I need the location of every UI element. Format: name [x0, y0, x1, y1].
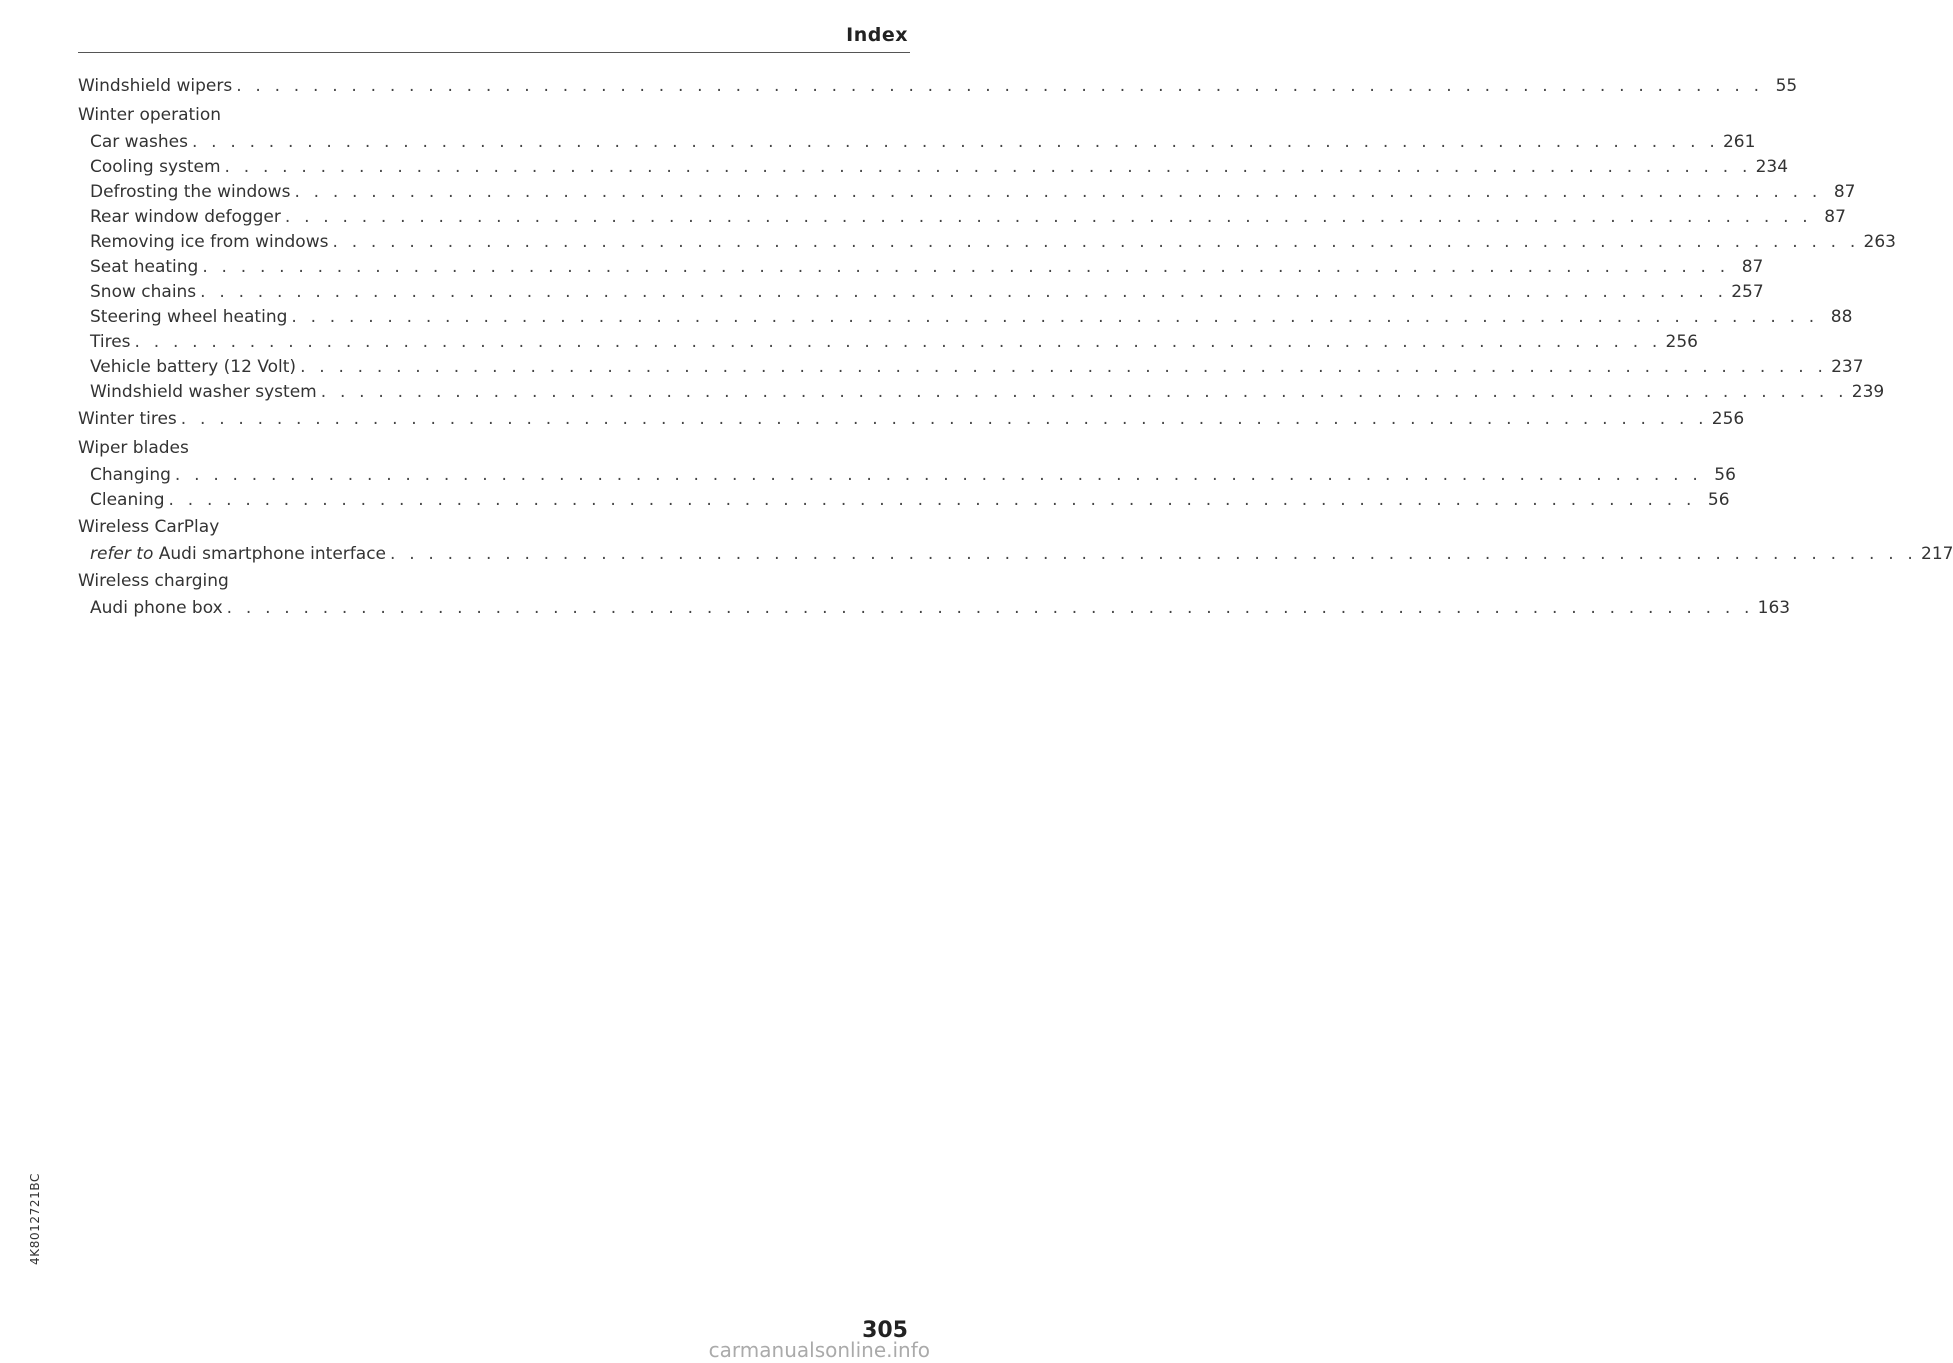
- entry-text: Rear window defogger: [90, 207, 281, 227]
- index-subentry: [78, 465, 1736, 490]
- entry-label: [90, 382, 317, 402]
- entry-page-link[interactable]: 239: [1851, 382, 1885, 402]
- index-entry: [78, 76, 1798, 103]
- index-subentry: [78, 332, 1698, 357]
- entry-label: [90, 332, 131, 352]
- entry-label: [90, 307, 287, 327]
- entry-label: [90, 157, 221, 177]
- entry-page-link[interactable]: 56: [1707, 490, 1730, 510]
- dot-leader: . . . . . . . . . . . . . . . . . . . . . . . . . . . . . . . . . . . . . . . . . . . . . . . . . . . . . . . . . . . . . . . . . . . . . . . . . . . . . . . .: [224, 157, 1752, 177]
- dot-leader: . . . . . . . . . . . . . . . . . . . . . . . . . . . . . . . . . . . . . . . . . . . . . . . . . . . . . . . . . . . . . . . . . . . . . . . . . . . . . . . .: [174, 465, 1702, 485]
- entry-text: Removing ice from windows: [90, 232, 329, 252]
- entry-page-link[interactable]: 257: [1731, 282, 1764, 302]
- entry-page-link[interactable]: 56: [1714, 465, 1736, 485]
- dot-leader: . . . . . . . . . . . . . . . . . . . . . . . . . . . . . . . . . . . . . . . . . . . . . . . . . . . . . . . . . . . . . . . . . . . . . . . . . . . . . . . .: [226, 598, 1754, 618]
- entry-label: [90, 544, 386, 564]
- entry-text: Winter tires: [78, 409, 177, 429]
- entry-text: Windshield washer system: [90, 382, 317, 402]
- index-subentry: [78, 207, 1846, 232]
- index-subentry: [78, 232, 1896, 257]
- entry-text: Winter operation: [78, 105, 222, 125]
- dot-leader: . . . . . . . . . . . . . . . . . . . . . . . . . . . . . . . . . . . . . . . . . . . . . . . . . . . . . . . . . . . . . . . . . . . . . . . . . . . . . . . .: [332, 232, 1860, 252]
- index-entry: [78, 105, 476, 132]
- entry-text: Vehicle battery (12 Volt): [90, 357, 297, 377]
- entry-text: Seat heating: [90, 257, 199, 277]
- entry-label: [78, 517, 219, 537]
- index-subentry: [78, 357, 1864, 382]
- entry-text: Audi phone box: [90, 598, 223, 618]
- entry-text: Windshield wipers: [78, 76, 233, 96]
- entry-page-link[interactable]: 217: [1921, 544, 1953, 564]
- entry-label: [78, 438, 189, 458]
- cross-reference: refer to: [90, 544, 154, 564]
- page-number: 305: [862, 1318, 908, 1343]
- index-subentry: [78, 157, 1789, 182]
- entry-page-link[interactable]: 256: [1711, 409, 1745, 429]
- index-list: [78, 76, 1953, 623]
- index-subentry: [78, 182, 1856, 207]
- entry-label: [90, 232, 328, 252]
- entry-page-link[interactable]: 87: [1741, 257, 1764, 277]
- header-rule: [78, 52, 910, 53]
- dot-leader: . . . . . . . . . . . . . . . . . . . . . . . . . . . . . . . . . . . . . . . . . . . . . . . . . . . . . . . . . . . . . . . . . . . . . . . . . . . . . . . .: [284, 207, 1812, 227]
- entry-label: [90, 598, 223, 618]
- entry-page-link[interactable]: 263: [1863, 232, 1896, 252]
- document-code: 4K8012721BC: [28, 1173, 42, 1265]
- dot-leader: . . . . . . . . . . . . . . . . . . . . . . . . . . . . . . . . . . . . . . . . . . . . . . . . . . . . . . . . . . . . . . . . . . . . . . . . . . . . . . . .: [202, 257, 1730, 277]
- entry-label: [78, 409, 177, 429]
- entry-text: Audi smartphone interface: [153, 544, 386, 564]
- entry-text: Cooling system: [90, 157, 221, 177]
- watermark: carmanualsonline.info: [708, 1338, 930, 1362]
- dot-leader: . . . . . . . . . . . . . . . . . . . . . . . . . . . . . . . . . . . . . . . . . . . . . . . . . . . . . . . . . . . . . . . . . . . . . . . . . . . . . . . .: [320, 382, 1848, 402]
- entry-page-link[interactable]: 163: [1757, 598, 1791, 618]
- entry-page-link[interactable]: 237: [1831, 357, 1864, 377]
- entry-text: Defrosting the windows: [90, 182, 291, 202]
- dot-leader: . . . . . . . . . . . . . . . . . . . . . . . . . . . . . . . . . . . . . . . . . . . . . . . . . . . . . . . . . . . . . . . . . . . . . . . . . . . . . . . .: [134, 332, 1662, 352]
- entry-label: [90, 132, 188, 152]
- entry-text: Car washes: [90, 132, 188, 152]
- index-subentry: [78, 598, 1791, 623]
- entry-page-link[interactable]: 55: [1775, 76, 1798, 96]
- entry-page-link[interactable]: 87: [1833, 182, 1856, 202]
- dot-leader: . . . . . . . . . . . . . . . . . . . . . . . . . . . . . . . . . . . . . . . . . . . . . . . . . . . . . . . . . . . . . . . . . . . . . . . . . . . . . . . .: [180, 409, 1708, 429]
- dot-leader: . . . . . . . . . . . . . . . . . . . . . . . . . . . . . . . . . . . . . . . . . . . . . . . . . . . . . . . . . . . . . . . . . . . . . . . . . . . . . . . .: [191, 132, 1719, 152]
- dot-leader: . . . . . . . . . . . . . . . . . . . . . . . . . . . . . . . . . . . . . . . . . . . . . . . . . . . . . . . . . . . . . . . . . . . . . . . . . . . . . . . .: [300, 357, 1828, 377]
- entry-label: [78, 571, 229, 591]
- entry-text: Changing: [90, 465, 171, 485]
- index-entry: [78, 517, 476, 544]
- dot-leader: . . . . . . . . . . . . . . . . . . . . . . . . . . . . . . . . . . . . . . . . . . . . . . . . . . . . . . . . . . . . . . . . . . . . . . . . . . . . . . . .: [168, 490, 1696, 510]
- dot-leader: . . . . . . . . . . . . . . . . . . . . . . . . . . . . . . . . . . . . . . . . . . . . . . . . . . . . . . . . . . . . . . . . . . . . . . . . . . . . . . . .: [200, 282, 1728, 302]
- index-entry: [78, 571, 476, 598]
- entry-text: Cleaning: [90, 490, 165, 510]
- index-subentry: [78, 490, 1730, 515]
- entry-text: Wireless charging: [78, 571, 229, 591]
- entry-label: [90, 182, 290, 202]
- entry-label: [90, 207, 281, 227]
- entry-label: [90, 490, 165, 510]
- entry-text: Steering wheel heating: [90, 307, 288, 327]
- entry-page-link[interactable]: 261: [1722, 132, 1756, 152]
- index-subentry: [78, 282, 1764, 307]
- entry-label: [90, 257, 198, 277]
- entry-text: Wireless CarPlay: [78, 517, 220, 537]
- index-subentry: [78, 544, 1953, 569]
- entry-page-link[interactable]: 256: [1665, 332, 1698, 352]
- entry-label: [78, 76, 232, 96]
- dot-leader: . . . . . . . . . . . . . . . . . . . . . . . . . . . . . . . . . . . . . . . . . . . . . . . . . . . . . . . . . . . . . . . . . . . . . . . . . . . . . . . .: [236, 76, 1764, 96]
- entry-page-link[interactable]: 88: [1830, 307, 1853, 327]
- entry-label: [90, 282, 196, 302]
- entry-label: [90, 465, 171, 485]
- index-subentry: [78, 132, 1756, 157]
- entry-page-link[interactable]: 87: [1824, 207, 1846, 227]
- entry-text: Wiper blades: [78, 438, 189, 458]
- index-subentry: [78, 307, 1853, 332]
- entry-label: [90, 357, 296, 377]
- index-entry: [78, 438, 476, 465]
- dot-leader: . . . . . . . . . . . . . . . . . . . . . . . . . . . . . . . . . . . . . . . . . . . . . . . . . . . . . . . . . . . . . . . . . . . . . . . . . . . . . . . .: [294, 182, 1822, 202]
- dot-leader: . . . . . . . . . . . . . . . . . . . . . . . . . . . . . . . . . . . . . . . . . . . . . . . . . . . . . . . . . . . . . . . . . . . . . . . . . . . . . . . .: [291, 307, 1819, 327]
- index-subentry: [78, 382, 1885, 407]
- entry-label: [78, 105, 221, 125]
- entry-page-link[interactable]: 234: [1755, 157, 1789, 177]
- index-subentry: [78, 257, 1764, 282]
- index-entry: [78, 409, 1745, 436]
- dot-leader: . . . . . . . . . . . . . . . . . . . . . . . . . . . . . . . . . . . . . . . . . . . . . . . . . . . . . . . . . . . . . . . . . . . . . . . . . . . . . . . .: [390, 544, 1918, 564]
- page-header-title: Index: [846, 24, 908, 46]
- entry-text: Snow chains: [90, 282, 197, 302]
- entry-text: Tires: [90, 332, 131, 352]
